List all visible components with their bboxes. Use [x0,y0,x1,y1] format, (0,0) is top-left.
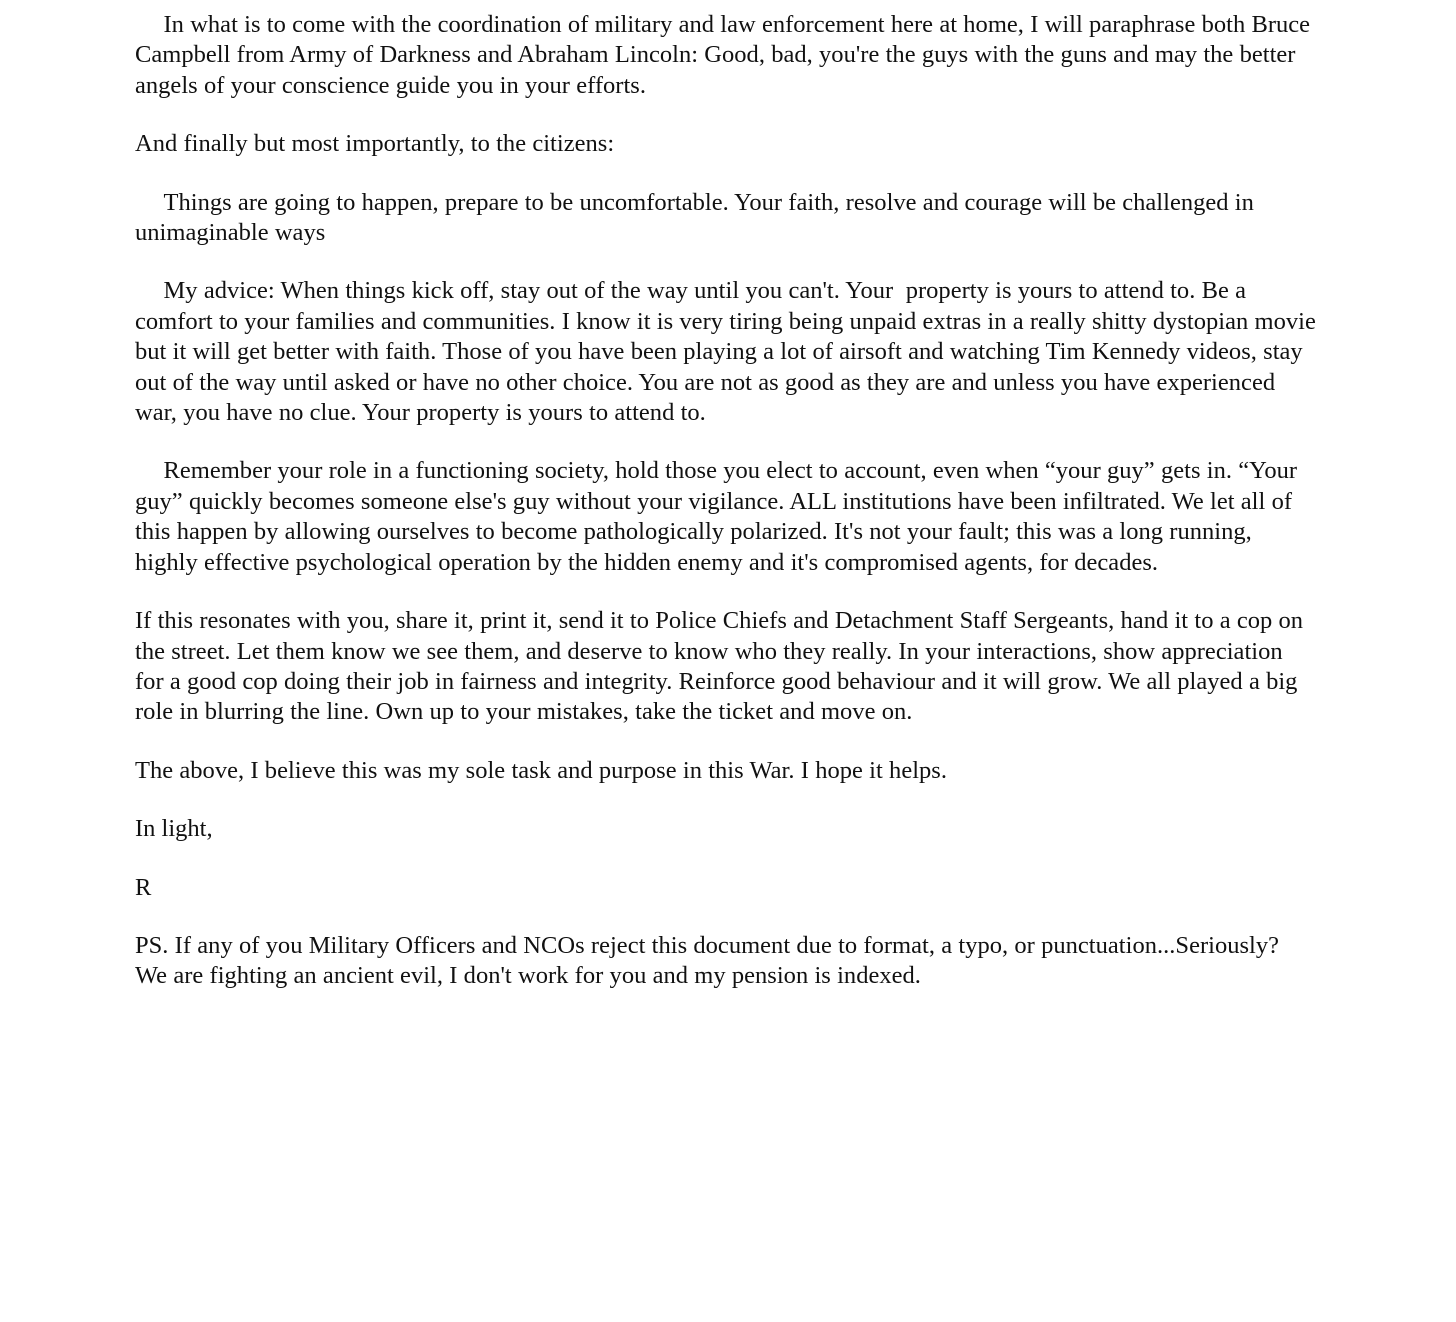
paragraph-my-advice: My advice: When things kick off, stay out of the way until you can't. Your property is yours to attend to. Be a comfort to your families and communities. I know it is very tiring being unpaid extras in a really shitty dystopian movie but it will get better with faith. Those of you have been playing a lot of airsoft and watching Tim Kennedy videos, stay out of the way until asked or have no other choice. You are not as good as they are and unless you have experienced war, you have no clue. Your property is yours to attend to. [135,277,1323,427]
paragraph-postscript: PS. If any of you Military Officers and NCOs reject this document due to format, a typo, or punctuation...Seriously? We are fighting an ancient evil, I don't work for you and my pension is indexed. [135,931,1285,990]
paragraph-remember-role: Remember your role in a functioning society, hold those you elect to account, even when “your guy” gets in. “Your guy” quickly becomes someone else's guy without your vigilance. ALL institutions have been infiltrated. We let all of this happen by allowing ourselves to become pathologically polarized. It's not your fault; this was a long running, highly effective psychological operation by the hidden enemy and it's compromised agents, for decades. [135,457,1304,576]
signature-initial: R [135,873,152,901]
paragraph-citizens-address: And finally but most importantly, to the citizens: [135,130,615,158]
paragraph-things-happen: Things are going to happen, prepare to be uncomfortable. Your faith, resolve and courage will be challenged in unimaginable ways [135,188,1261,247]
document-text-body [135,10,1323,992]
paragraph-coordination: In what is to come with the coordination of military and law enforcement here at home, I will paraphrase both Bruce Campbell from Army of Darkness and Abraham Lincoln: Good, bad, you're the guys with the guns and may the better angels of your conscience guide you in your efforts. [135,11,1317,99]
paragraph-resonates: If this resonates with you, share it, print it, send it to Police Chiefs and Detachment Staff Sergeants, hand it to a cop on the street. Let them know we see them, and deserve to know who they really. In your interactions, show appreciation for a good cop doing their job in fairness and integrity. Reinforce good behaviour and it will grow. We all played a big role in blurring the line. Own up to your mistakes, take the ticket and move on. [135,607,1310,726]
paragraph-sole-task: The above, I believe this was my sole task and purpose in this War. I hope it helps. [135,756,948,784]
closing-salutation: In light, [135,815,213,843]
